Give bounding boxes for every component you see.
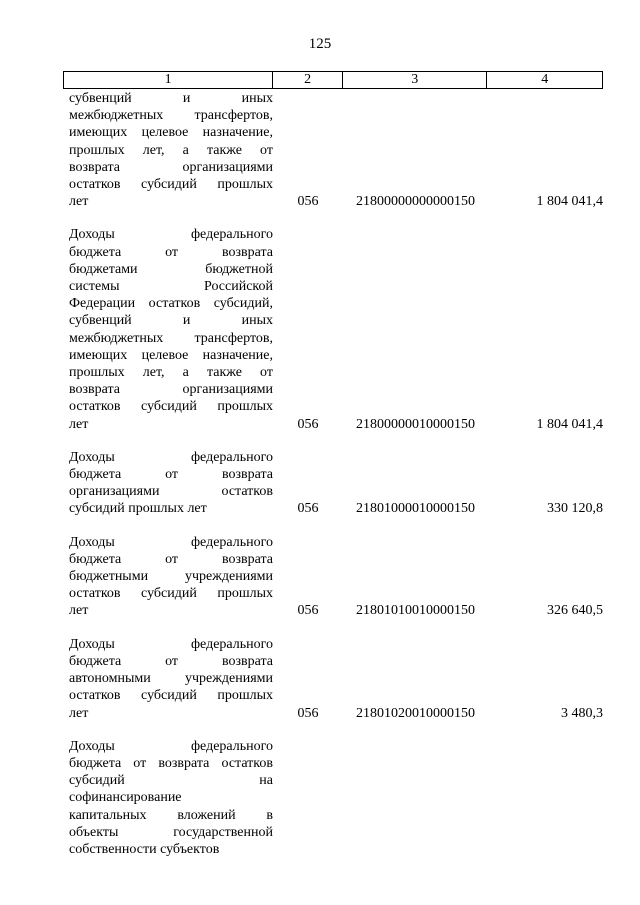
admin-code: 056 [297, 416, 319, 432]
table-row [63, 534, 603, 620]
admin-code: 056 [297, 501, 319, 517]
description-line: Доходы федерального [69, 534, 273, 550]
description-line: бюджета от возврата [69, 551, 273, 567]
description-line: бюджета от возврата [69, 653, 273, 669]
description-line: Доходы федерального [69, 449, 273, 465]
description-line: остатков субсидий прошлых [69, 586, 273, 602]
budget-classification-code: 21801010010000150 [356, 603, 475, 619]
table-row [63, 738, 603, 858]
description-line: межбюджетных трансфертов, [69, 330, 273, 346]
description-line: имеющих целевое назначение, [69, 125, 273, 141]
description-line: бюджета от возврата остатков [69, 755, 273, 771]
description-line: лет [69, 705, 89, 721]
description-line: капитальных вложений в [69, 807, 273, 823]
description-line: остатков субсидий прошлых [69, 688, 273, 704]
table-row [63, 449, 603, 518]
column-header-4: 4 [541, 72, 549, 87]
description-line: лет [69, 194, 89, 210]
amount: 330 120,8 [547, 501, 603, 517]
description-line: субвенций и иных [69, 313, 273, 329]
column-header-2: 2 [273, 72, 343, 88]
amount: 1 804 041,4 [536, 194, 603, 210]
description-line: Доходы федерального [69, 227, 273, 243]
amount: 1 804 041,4 [536, 416, 603, 432]
row-description [63, 226, 273, 432]
amount: 326 640,5 [547, 603, 603, 619]
description-line: бюджетными учреждениями [69, 569, 273, 585]
description-line: прошлых лет, а также от [69, 142, 273, 158]
row-description [63, 738, 273, 858]
description-line: бюджетами бюджетной [69, 261, 273, 277]
row-description [63, 449, 273, 518]
description-line: бюджета от возврата [69, 244, 273, 260]
description-line: собственности субъектов [69, 841, 220, 857]
description-line: Доходы федерального [69, 738, 273, 754]
description-line: автономными учреждениями [69, 671, 273, 687]
column-header-1: 1 [64, 72, 273, 88]
table-header [63, 71, 603, 89]
description-line: субвенций и иных [69, 91, 273, 106]
table-row [63, 636, 603, 722]
description-line: Доходы федерального [69, 636, 273, 652]
description-line: субсидий на [69, 773, 273, 789]
admin-code: 056 [297, 705, 319, 721]
description-line: бюджета от возврата [69, 467, 273, 483]
budget-classification-code: 21801020010000150 [356, 705, 475, 721]
admin-code: 056 [297, 194, 319, 210]
table-row [63, 90, 603, 210]
description-line: объекты государственной [69, 824, 273, 840]
row-description [63, 90, 273, 210]
description-line: системы Российской [69, 279, 273, 295]
page-number: 125 [308, 36, 332, 52]
description-line: софинансирование [69, 790, 182, 806]
description-line: лет [69, 603, 89, 619]
description-line: имеющих целевое назначение, [69, 347, 273, 363]
description-line: Федерации остатков субсидий, [69, 296, 273, 312]
description-line: организациями остатков [69, 484, 273, 500]
admin-code: 056 [297, 603, 319, 619]
description-line: лет [69, 416, 89, 432]
description-line: возврата организациями [69, 382, 273, 398]
budget-classification-code: 21801000010000150 [356, 501, 475, 517]
table-body [63, 90, 603, 874]
description-line: прошлых лет, а также от [69, 365, 273, 381]
description-line: остатков субсидий прошлых [69, 177, 273, 193]
description-line: возврата организациями [69, 159, 273, 175]
description-line: субсидий прошлых лет [69, 501, 207, 517]
budget-classification-code: 21800000000000150 [356, 194, 475, 210]
row-description [63, 534, 273, 620]
budget-classification-code: 21800000010000150 [356, 416, 475, 432]
table-row [63, 226, 603, 432]
row-description [63, 636, 273, 722]
description-line: остатков субсидий прошлых [69, 399, 273, 415]
column-header-3: 3 [343, 72, 487, 88]
amount: 3 480,3 [561, 705, 603, 721]
description-line: межбюджетных трансфертов, [69, 108, 273, 124]
